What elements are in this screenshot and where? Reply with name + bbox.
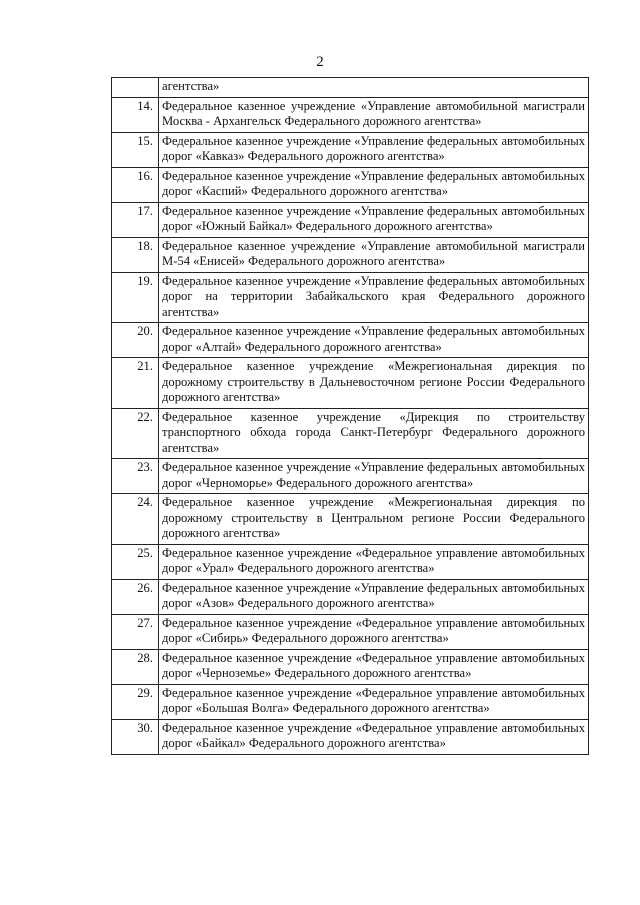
table-row	[112, 237, 589, 272]
table-row	[112, 132, 589, 167]
institutions-table	[111, 77, 589, 755]
row-number: 25.	[112, 544, 159, 579]
row-text: Федеральное казенное учреждение «Управление автомобильной магистрали М-54 «Енисей» Федерального дорожного агентства»	[159, 237, 589, 272]
table-row	[112, 684, 589, 719]
row-text: Федеральное казенное учреждение «Федеральное управление автомобильных дорог «Байкал» Федерального дорожного агентства»	[159, 719, 589, 754]
row-text: Федеральное казенное учреждение «Управление федеральных автомобильных дорог «Черноморье» Федерального дорожного агентства»	[159, 459, 589, 494]
row-number: 21.	[112, 358, 159, 409]
row-number: 26.	[112, 579, 159, 614]
row-number: 19.	[112, 272, 159, 323]
row-text: Федеральное казенное учреждение «Управление федеральных автомобильных дорог «Южный Байкал» Федерального дорожного агентства»	[159, 202, 589, 237]
table-row	[112, 614, 589, 649]
row-number: 15.	[112, 132, 159, 167]
row-text: Федеральное казенное учреждение «Федеральное управление автомобильных дорог «Черноземье» Федерального дорожного агентства»	[159, 649, 589, 684]
table-row	[112, 459, 589, 494]
table-row	[112, 544, 589, 579]
table-row	[112, 649, 589, 684]
row-text: Федеральное казенное учреждение «Управление федеральных автомобильных дорог «Каспий» Федерального дорожного агентства»	[159, 167, 589, 202]
row-text: Федеральное казенное учреждение «Межрегиональная дирекция по дорожному строительству в Центральном регионе России Федерального дорожного агентства»	[159, 494, 589, 545]
row-number: 14.	[112, 97, 159, 132]
row-number: 20.	[112, 323, 159, 358]
table-row	[112, 494, 589, 545]
row-number: 27.	[112, 614, 159, 649]
row-number: 16.	[112, 167, 159, 202]
row-text: агентства»	[159, 78, 589, 98]
row-text: Федеральное казенное учреждение «Федеральное управление автомобильных дорог «Урал» Федерального дорожного агентства»	[159, 544, 589, 579]
table-row	[112, 272, 589, 323]
row-number: 18.	[112, 237, 159, 272]
table-row	[112, 408, 589, 459]
row-text: Федеральное казенное учреждение «Управление федеральных автомобильных дорог на территории Забайкальского края Федерального дорожного агентства»	[159, 272, 589, 323]
row-number: 28.	[112, 649, 159, 684]
table-row	[112, 719, 589, 754]
table-row	[112, 97, 589, 132]
row-text: Федеральное казенное учреждение «Управление федеральных автомобильных дорог «Алтай» Федерального дорожного агентства»	[159, 323, 589, 358]
page-number: 2	[316, 54, 324, 70]
table-row	[112, 202, 589, 237]
table-row	[112, 167, 589, 202]
row-text: Федеральное казенное учреждение «Межрегиональная дирекция по дорожному строительству в Дальневосточном регионе России Федерального дорожного агентства»	[159, 358, 589, 409]
row-text: Федеральное казенное учреждение «Федеральное управление автомобильных дорог «Большая Волга» Федерального дорожного агентства»	[159, 684, 589, 719]
row-number: 23.	[112, 459, 159, 494]
table-row	[112, 323, 589, 358]
row-text: Федеральное казенное учреждение «Дирекция по строительству транспортного обхода города Санкт-Петербург Федерального дорожного агентства»	[159, 408, 589, 459]
row-text: Федеральное казенное учреждение «Управление федеральных автомобильных дорог «Кавказ» Федерального дорожного агентства»	[159, 132, 589, 167]
row-number	[112, 78, 159, 98]
row-number: 30.	[112, 719, 159, 754]
table-row	[112, 358, 589, 409]
row-text: Федеральное казенное учреждение «Управление автомобильной магистрали Москва - Архангельск Федерального дорожного агентства»	[159, 97, 589, 132]
row-text: Федеральное казенное учреждение «Федеральное управление автомобильных дорог «Сибирь» Федерального дорожного агентства»	[159, 614, 589, 649]
table-row	[112, 78, 589, 98]
table-row	[112, 579, 589, 614]
row-number: 22.	[112, 408, 159, 459]
row-number: 24.	[112, 494, 159, 545]
row-text: Федеральное казенное учреждение «Управление федеральных автомобильных дорог «Азов» Федерального дорожного агентства»	[159, 579, 589, 614]
row-number: 17.	[112, 202, 159, 237]
row-number: 29.	[112, 684, 159, 719]
